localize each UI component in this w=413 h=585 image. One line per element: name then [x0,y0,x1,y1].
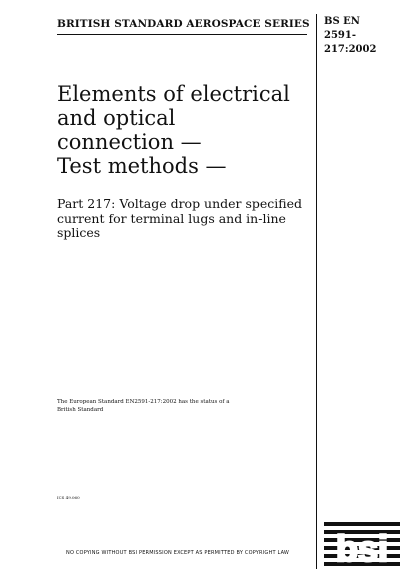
svg-text:bsi: bsi [335,528,389,568]
document-subtitle: Part 217: Voltage drop under specified current for terminal lugs and in-line splices [57,196,303,240]
copyright-notice: NO COPYING WITHOUT BSI PERMISSION EXCEPT AS PERMITTED BY COPYRIGHT LAW [66,550,290,556]
ics-code: ICS 49.060 [57,495,80,500]
bsi-logo [324,520,400,568]
series-heading: BRITISH STANDARD AEROSPACE SERIES [57,18,307,35]
status-note: The European Standard EN2591-217:2002 has the status of a British Standard [57,399,230,413]
vertical-rule [316,14,317,569]
document-title: Elements of electrical and optical connection — Test methods — [57,82,290,178]
standard-number: BS EN 2591-217:2002 [324,16,377,55]
